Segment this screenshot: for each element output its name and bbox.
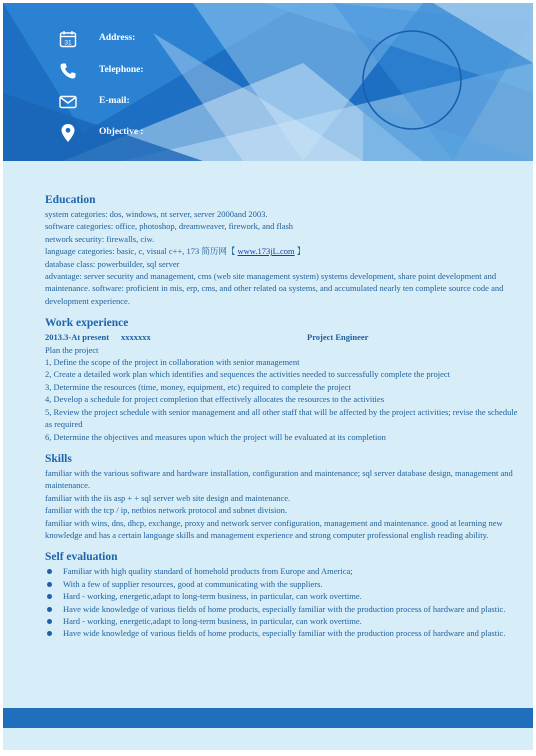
education-line: system categories: dos, windows, nt server, server 2000and 2003.: [45, 209, 268, 219]
work-experience-heading: Work experience: [45, 317, 129, 330]
education-language-line: [45, 245, 519, 257]
location-pin-icon: [57, 123, 79, 143]
education-line: software categories: office, photoshop, dreamweaver, firework, and flash: [45, 221, 294, 232]
work-experience-section: [45, 316, 519, 443]
contact-row-email: [57, 92, 130, 112]
contact-row-objective: [57, 123, 144, 143]
footer-bar: [3, 708, 533, 728]
list-item: Hard - working, energetic,adapt to long-term business, in particular, can work overtime.: [45, 615, 519, 627]
education-heading: Education: [45, 194, 96, 206]
skills-section: [45, 452, 519, 541]
self-evaluation-section: [45, 550, 519, 639]
education-line: advantage: server security and management, cms (web site management system) systems development, share point development and maintenance. software: proficient in mis, erp, cms, and other related oa systems, and accumulated nearly ten complete source code and development experience.: [45, 271, 504, 306]
list-item: Have wide knowledge of various fields of home products, especially familiar with the production process of hardware and plastic.: [45, 627, 519, 639]
list-item: Have wide knowledge of various fields of home products, especially familiar with the production process of hardware and plastic.: [45, 603, 519, 615]
skills-heading: Skills: [45, 452, 72, 465]
work-line: 5, Review the project schedule with senior management and all other staff that will be affected by the project activities; revise the schedule as required: [45, 406, 518, 430]
job-summary-line: [45, 331, 519, 343]
self-evaluation-list: [45, 565, 519, 639]
list-item: Hard - working, energetic,adapt to long-term business, in particular, can work overtime.: [45, 590, 519, 602]
work-line: 2, Create a detailed work plan which identifies and sequences the activities needed to successfully complete the project: [45, 369, 451, 380]
contact-row-address: [57, 29, 136, 49]
skills-line: familiar with the tcp / ip, netbios network protocol and subnet division.: [45, 505, 287, 516]
phone-icon: [57, 61, 79, 81]
contact-row-telephone: [57, 61, 144, 81]
calendar-day-number: 31: [64, 39, 72, 47]
job-date: 2013.3-At present: [45, 332, 110, 343]
self-evaluation-heading: Self evaluation: [45, 551, 118, 564]
list-item: Familiar with high quality standard of homehold products from Europe and America;: [45, 565, 519, 577]
work-line: 6, Determine the objectives and measures upon which the project will be evaluated at its completion: [45, 431, 386, 442]
address-label: Address:: [99, 33, 136, 43]
education-line: database class: powerbuilder, sql server: [45, 258, 180, 269]
job-company: xxxxxxx: [121, 332, 151, 343]
contact-list: [3, 3, 303, 161]
education-line: network security: firewalls, ciw.: [45, 233, 155, 244]
language-prefix: language categories: basic, c, visual c++, 173 简历网【: [45, 246, 238, 257]
resume-content: [45, 193, 519, 649]
skills-line: familiar with the iis asp + + sql server web site design and maintenance.: [45, 492, 291, 503]
mail-icon: [57, 92, 79, 112]
education-section: [45, 193, 519, 307]
skills-line: familiar with the various software and hardware installation, configuration and maintenance; sql server database design, management and maintenance.: [45, 467, 513, 491]
job-role: Project Engineer: [307, 332, 369, 343]
website-link[interactable]: www.173jL.com: [237, 246, 295, 257]
skills-line: familiar with wins, dns, dhcp, exchange, proxy and network server configuration, management and maintenance. good at learning new knowledge and has a certain language skills and management experience and strong computer professional english reading ability.: [45, 517, 503, 540]
email-label: E-mail:: [99, 96, 130, 106]
work-line: 1, Define the scope of the project in collaboration with senior management: [45, 357, 300, 368]
work-line: 4, Develop a schedule for project completion that effectively allocates the resources to the activities: [45, 394, 385, 405]
list-item: With a few of supplier resources, good at communicating with the suppliers.: [45, 578, 519, 590]
calendar-icon: [57, 29, 79, 49]
language-suffix: 】: [294, 246, 306, 257]
work-line: Plan the project: [45, 344, 99, 355]
resume-page: [3, 3, 533, 750]
work-line: 3, Determine the resources (time, money, equipment, etc) required to complete the project: [45, 381, 351, 392]
header-banner: [3, 3, 533, 161]
objective-label: Objective :: [99, 127, 144, 137]
telephone-label: Telephone:: [99, 65, 144, 75]
